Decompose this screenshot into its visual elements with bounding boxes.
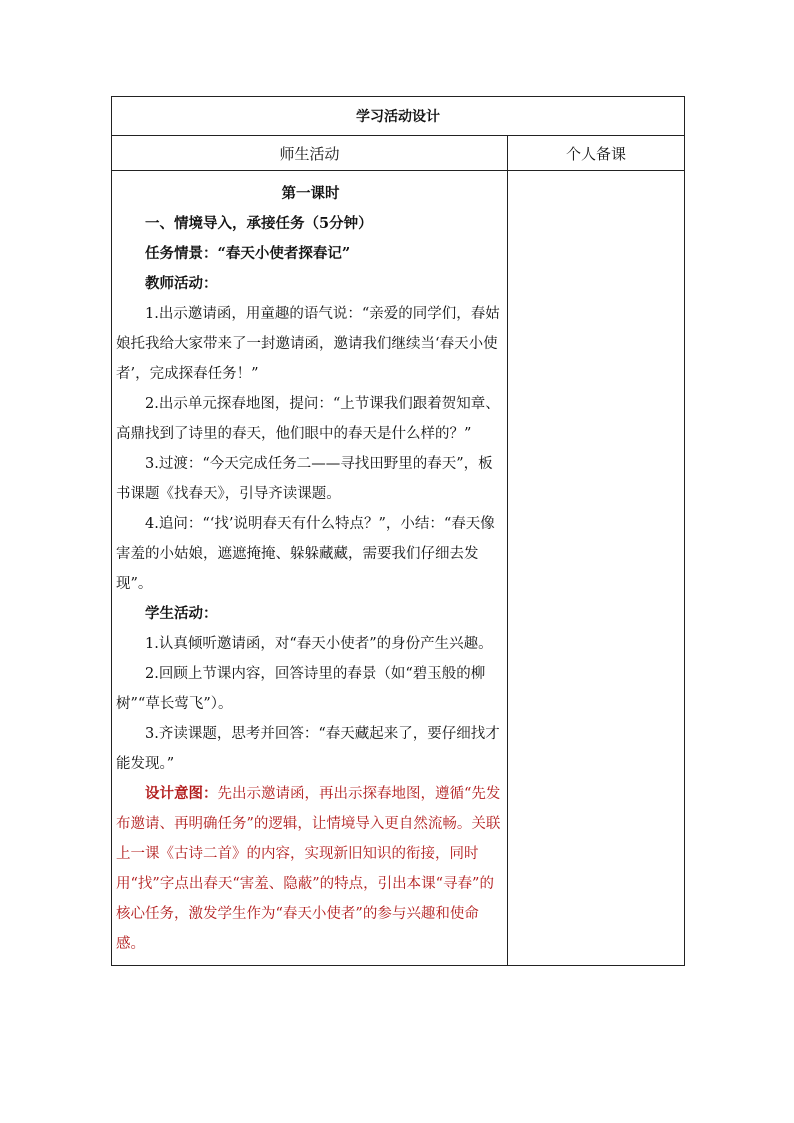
student-activity-heading: 学生活动：: [145, 605, 218, 622]
lesson-plan-table: [111, 96, 685, 966]
student-item-1: 1.认真倾听邀请函，对“春天小使者”的身份产生兴趣。: [145, 636, 493, 652]
teacher-item-4: 4.追问：“‘找’说明春天有什么特点？”，小结：“春天像害羞的小姑娘，遮遮掩掩、躲躲藏藏，需要我们仔细去发现”。: [116, 516, 495, 592]
table-title: 学习活动设计: [112, 97, 685, 136]
teacher-item-2: 2.出示单元探春地图，提问：“上节课我们跟着贺知章、高鼎找到了诗里的春天，他们眼中的春天是什么样的？”: [116, 396, 500, 442]
student-item-3: 3.齐读课题，思考并回答：“春天藏起来了，要仔细找才能发现。”: [116, 726, 500, 772]
teacher-activity-heading: 教师活动：: [145, 275, 218, 292]
design-intent-label: 设计意图：: [145, 785, 218, 802]
design-intent: [116, 779, 505, 959]
student-item-2: 2.回顾上节课内容，回答诗里的春景（如“碧玉般的柳树”“草长莺飞”）。: [116, 666, 486, 712]
personal-prep-cell: [508, 171, 685, 966]
design-intent-text: 先出示邀请函，再出示探春地图，遵循“先发布邀请、再明确任务”的逻辑，让情境导入更自然流畅。关联上一课《古诗二首》的内容，实现新旧知识的衔接，同时用“找”字点出春天“害羞、隐蔽”的特点，引出本课“寻春”的核心任务，激发学生作为“春天小使者”的参与兴趣和使命感。: [116, 786, 501, 952]
activities-cell: [112, 171, 508, 966]
lesson-period: 第一课时: [281, 185, 340, 202]
section-heading: 一、情境导入，承接任务（5分钟）: [145, 215, 373, 232]
column-header-activities: 师生活动: [112, 136, 508, 171]
task-scenario: 任务情景：“春天小使者探春记”: [145, 245, 351, 262]
teacher-item-1: 1.出示邀请函，用童趣的语气说：“亲爱的同学们，春姑娘托我给大家带来了一封邀请函，邀请我们继续当‘春天小使者’，完成探春任务！”: [116, 306, 500, 382]
column-header-personal-prep: 个人备课: [508, 136, 685, 171]
teacher-item-3: 3.过渡：“今天完成任务二——寻找田野里的春天”，板书课题《找春天》，引导齐读课题。: [116, 456, 493, 502]
